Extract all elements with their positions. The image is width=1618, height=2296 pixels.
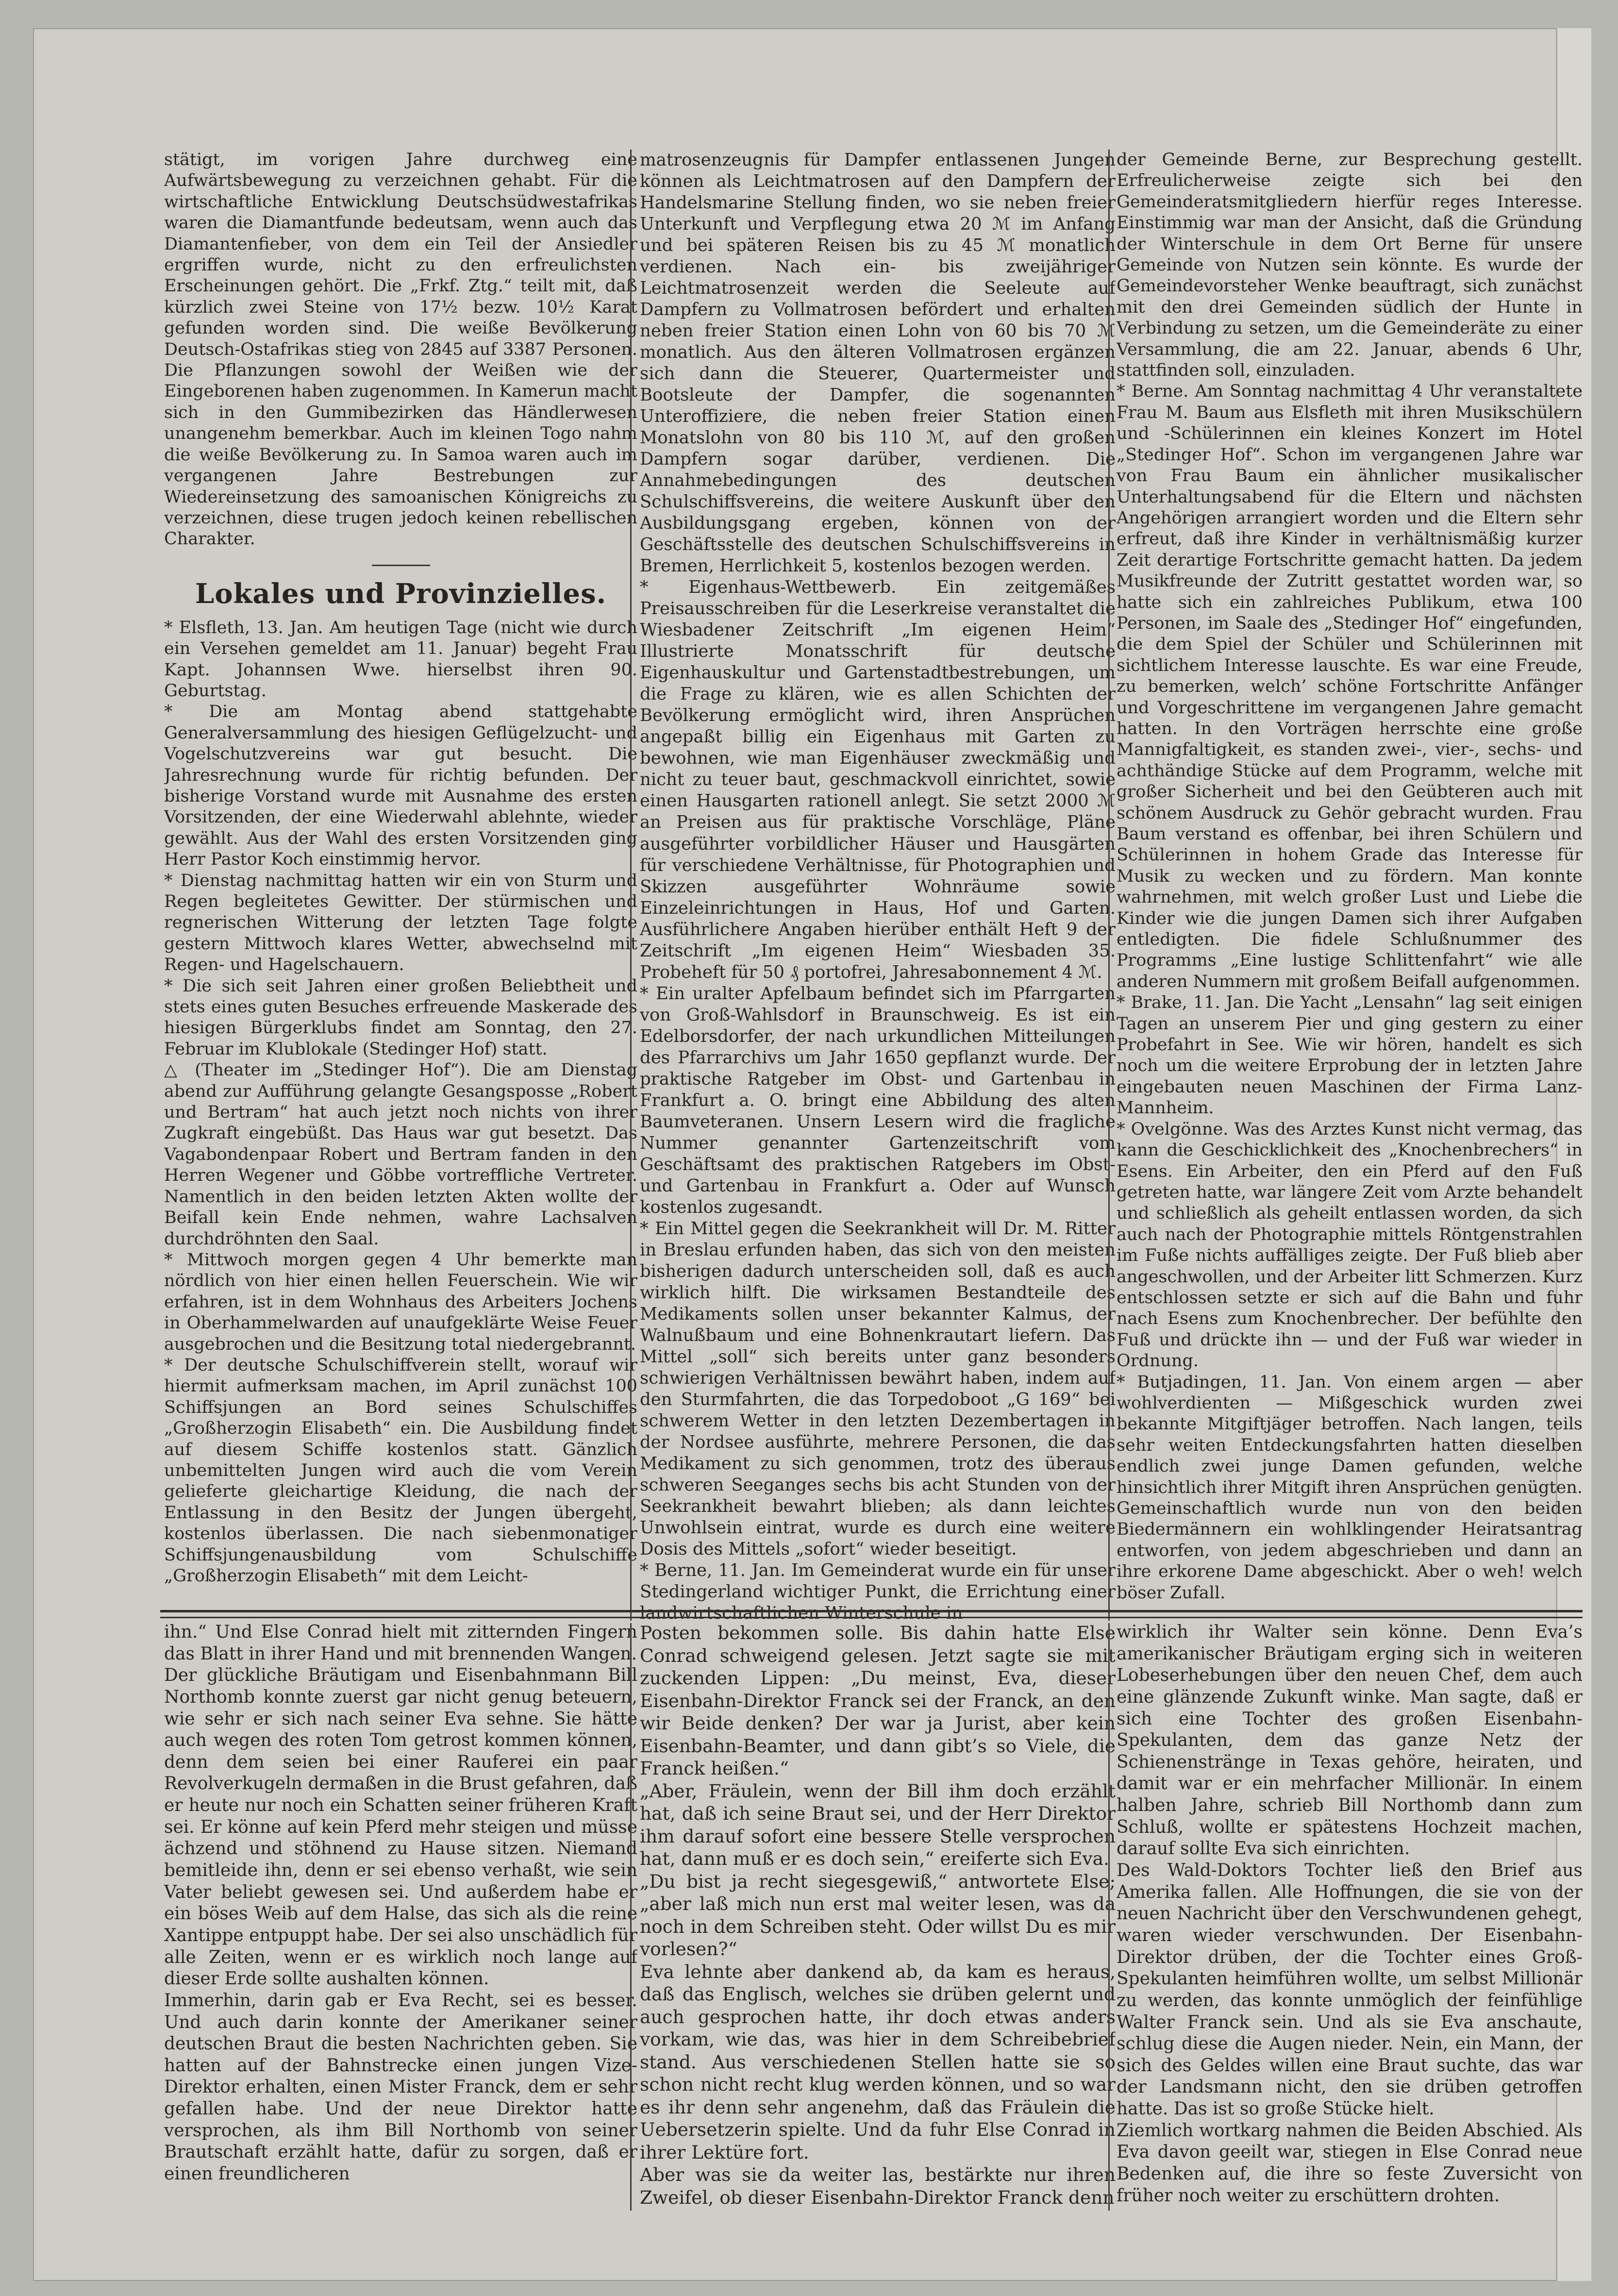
upper-column-2 [640,150,1116,1626]
news-item: * Die sich seit Jahren einer großen Beliebtheit und stets eines guten Besuches erfreuende Maskerade des hiesigen Bürgerklubs findet am Sonntag, den 27. Februar im Klublokale (Stedinger Hof) statt. [164,976,637,1059]
feuilleton-divider [160,1610,1583,1612]
novel-paragraph: Aber was sie da weiter las, bestärkte nur ihren Zweifel, ob dieser Eisenbahn-Direktor Franck denn [640,2164,1116,2208]
news-item: * Mittwoch morgen gegen 4 Uhr bemerkte man nördlich von hier einen hellen Feuerschein. Wie wir erfahren, ist in dem Wohnhaus des Arbeiters Jochens in Oberhammelwarden auf unaufgeklärte Weise Feuer ausgebrochen und die Besitzung total niedergebrannt. [164,1250,637,1354]
news-item: * Eigenhaus-Wettbewerb. Ein zeitgemäßes Preisausschreiben für die Leserkreise veranstaltet die Wiesbadener Zeitschrift „Im eigenen Heim“ Illustrierte Monatsschrift für deutsche Eigenhauskultur und Gartenstadtbestrebungen, um die Frage zu klären, wie es allen Schichten der Bevölkerung ermöglicht wird, ihren Ansprüchen angepaßt billig ein Eigenhaus mit Garten zu bewohnen, wie man Eigenhäuser zweckmäßig und nicht zu teuer baut, geschmackvoll einrichtet, sowie einen Hausgarten rationell anlegt. Sie setzt 2000 ℳ an Preisen aus für praktische Vorschläge, Pläne ausgeführter vorbildlicher Häuser und Hausgärten für verschiedene Verhältnisse, für Photographien und Skizzen ausgeführter Wohnräume sowie Einzeleinrichtungen in Haus, Hof und Garten. Ausführlichere Angaben hierüber enthält Heft 9 der Zeitschrift „Im eigenen Heim“ Wiesbaden 35. Probeheft für 50 ₰ portofrei, Jahresabonnement 4 ℳ. [640,577,1116,982]
news-item: * Berne. Am Sonntag nachmittag 4 Uhr veranstaltete Frau M. Baum aus Elsfleth mit ihren Musikschülern und -Schülerinnen ein kleines Konzert im Hotel „Stedinger Hof“. Schon im vergangenen Jahre war von Frau Baum ein ähnlicher musikalischer Unterhaltungsabend für die Eltern und nächsten Angehörigen arrangiert worden und die Eltern sehr erfreut, daß ihre Kinder in verhältnismäßig kurzer Zeit derartige Fortschritte gemacht hatten. Da jedem Musikfreunde der Zutritt gestattet worden war, so hatte sich ein zahlreiches Publikum, etwa 100 Personen, im Saale des „Stedinger Hof“ eingefunden, die dem Spiel der Schüler und Schülerinnen mit sichtlichem Interesse lauschte. Es war eine Freude, zu bemerken, welch’ schöne Fortschritte Anfänger und Vorgeschrittene im vergangenen Jahre gemacht hatten. In den Vorträgen herrschte eine große Mannigfaltigkeit, es standen zwei-, vier-, sechs- und achthändige Stücke auf dem Programm, welche mit großer Sicherheit und bei den Geübteren auch mit schönem Ausdruck zu Gehör gebracht wurden. Frau Baum verstand es offenbar, bei ihren Schülern und Schülerinnen in hohem Grade das Interesse für Musik zu wecken und zu fördern. Man konnte wahrnehmen, mit welch großer Lust und Liebe die Kinder wie die jungen Damen sich ihrer Aufgaben entledigten. Die fidele Schlußnummer des Programms „Eine lustige Schlittenfahrt“ wie alle anderen Nummern mit großem Beifall aufgenommen. [1117,382,1583,991]
article-colonies: stätigt, im vorigen Jahre durchweg eine Aufwärtsbewegung zu verzeichnen gehabt. Für die wirtschaftliche Entwicklung Deutschsüdwestafrikas waren die Diamantfunde bedeutsam, wenn auch das Diamantenfieber, von dem ein Teil der Ansiedler ergriffen wurde, nicht zu den erfreulichsten Erscheinungen gehört. Die „Frkf. Ztg.“ teilt mit, daß kürzlich zwei Steine von 17½ bezw. 10½ Karat gefunden worden sind. Die weiße Bevölkerung Deutsch-Ostafrikas stieg von 2845 auf 3387 Personen. Die Pflanzungen sowohl der Weißen wie der Eingeborenen haben zugenommen. In Kamerun macht sich in den Gummibezirken das Händlerwesen unangenehm bemerkbar. Auch im kleinen Togo nahm die weiße Bevölkerung zu. In Samoa waren auch im vergangenen Jahre Bestrebungen zur Wiedereinsetzung des samoanischen Königreichs zu verzeichnen, diese trugen jedoch keinen rebellischen Charakter. [164,150,637,549]
news-item: * Ein uralter Apfelbaum befindet sich im Pfarrgarten von Groß-Wahlsdorf in Braunschweig. Es ist ein Edelborsdorfer, der nach urkundlichen Mitteilungen des Pfarrarchivs um Jahr 1650 gepflanzt wurde. Der praktische Ratgeber im Obst- und Gartenbau in Frankfurt a. O. bringt eine Abbildung des alten Baumveteranen. Unsern Lesern wird die fragliche Nummer genannter Gartenzeitschrift vom Geschäftsamt des praktischen Ratgebers im Obst- und Gartenbau in Frankfurt a. Oder auf Wunsch kostenlos zugesandt. [640,983,1116,1217]
news-item: der Gemeinde Berne, zur Besprechung gestellt. Erfreulicherweise zeigte sich bei den Gemeinderatsmitgliedern hierfür reges Interesse. Einstimmig war man der Ansicht, daß die Gründung der Winterschule in dem Ort Berne für unsere Gemeinde von Nutzen sein könnte. Es wurde der Gemeindevorsteher Wenke beauftragt, sich zunächst mit den drei Gemeinden südlich der Hunte in Verbindung zu setzen, um die Gemeinderäte zu einer Versammlung, die am 22. Januar, abends 6 Uhr, stattfinden soll, einzuladen. [1117,150,1583,381]
column-rule [1108,150,1110,1621]
novel-paragraph: Posten bekommen solle. Bis dahin hatte Else Conrad schweigend gelesen. Jetzt sagte sie mit zuckenden Lippen: „Du meinst, Eva, dieser Eisenbahn-Direktor Franck sei der Franck, an den wir Beide denken? Der war ja Jurist, aber kein Eisenbahn-Beamter, und dann gibt’s so Viele, die Franck heißen.“ [640,1622,1116,1779]
novel-paragraph: „Aber, Fräulein, wenn der Bill ihm doch erzählt hat, daß ich seine Braut sei, und der Herr Direktor ihm darauf sofort eine bessere Stelle versprochen hat, dann muß er es doch sein,“ ereiferte sich Eva. [640,1780,1116,1869]
news-item: * Der deutsche Schulschiffverein stellt, worauf wir hiermit aufmerksam machen, im April zunächst 100 Schiffsjungen an Bord seines Schulschiffes „Großherzogin Elisabeth“ ein. Die Ausbildung findet auf diesem Schiffe kostenlos statt. Gänzlich unbemittelten Jungen wird auch die vom Verein gelieferte gleichartige Kleidung, die nach der Entlassung in den Besitz der Jungen übergeht, kostenlos überlassen. Die nach siebenmonatiger Schiffsjungenausbildung vom Schulschiffe „Großherzogin Elisabeth“ mit dem Leicht- [164,1355,637,1586]
novel-paragraph: „Du bist ja recht siegesgewiß,“ antwortete Else; „aber laß mich nun erst mal weiter lesen, was da noch in dem Schreiben steht. Oder willst Du es mir vorlesen?“ [640,1870,1116,1960]
news-item: * Butjadingen, 11. Jan. Von einem argen — aber wohlverdienten — Mißgeschick wurden zwei bekannte Mitgiftjäger betroffen. Nach langen, teils sehr weiten Entdeckungsfahrten hatten dieselben endlich zwei junge Damen gefunden, welche hinsichtlich ihrer Mitgift ihren Ansprüchen genügten. Gemeinschaftlich wurde nun von den beiden Biedermännern ein wohlklingender Heiratsantrag entworfen, von jedem abgeschrieben und dann an ihre erkorene Dame abgeschickt. Aber o weh! welch böser Zufall. [1117,1372,1583,1603]
column-rule [1108,1623,1110,2211]
novel-paragraph: ihn.“ Und Else Conrad hielt mit zitternden Fingern das Blatt in ihrer Hand und mit brennenden Wangen. [164,1622,637,1664]
news-item: * Ovelgönne. Was des Arztes Kunst nicht vermag, das kann die Geschicklichkeit des „Knochenbrechers“ in Esens. Ein Arbeiter, den ein Pferd auf den Fuß getreten hatte, war längere Zeit vom Arzte behandelt und schließlich als geheilt entlassen worden, da sich auch nach der Photographie mittels Röntgenstrahlen im Fuße nichts auffälliges zeigte. Der Fuß blieb aber angeschwollen, und der Arbeiter litt Schmerzen. Kurz entschlossen setzte er sich auf die Bahn und fuhr nach Esens zum Knochenbrecher. Der befühlte den Fuß und drückte ihn — und der Fuß war wieder in Ordnung. [1117,1119,1583,1371]
section-divider [372,565,430,566]
news-item: △ (Theater im „Stedinger Hof“). Die am Dienstag abend zur Aufführung gelangte Gesangsposse „Robert und Bertram“ hat auch jetzt noch nichts von ihrer Zugkraft eingebüßt. Das Haus war gut besetzt. Das Vagabondenpaar Robert und Bertram fanden in den Herren Wegener und Göbbe vortreffliche Vertreter. Namentlich in den beiden letzten Akten wollte der Beifall kein Ende nehmen, wahre Lachsalven durchdröhnten den Saal. [164,1060,637,1249]
section-heading: Lokales und Provinzielles. [195,577,607,610]
novel-paragraph: Der glückliche Bräutigam und Eisenbahnmann Bill Northomb konnte zuerst gar nicht genug beteuern, wie sehr er sich nach seiner Eva sehne. Sie hätte auch wegen des roten Tom getrost kommen können, denn dem seien bei einer Rauferei ein paar Revolverkugeln dermaßen in die Brust gefahren, daß er heute nur noch ein Schatten seiner früheren Kraft sei. Er könne auf kein Pferd mehr steigen und müsse ächzend und stöhnend zu Hause sitzen. Niemand bemitleide ihn, denn er sei ebenso verhaßt, wie sein Vater beliebt gewesen sei. Und außerdem habe er ein böses Weib auf dem Halse, das sich als die reine Xantippe entpuppt habe. Der sei also unschädlich für alle Zeiten, wenn er es wirklich noch lange auf dieser Erde sollte aushalten können. [164,1665,637,1989]
upper-column-3 [1117,150,1583,1626]
novel-paragraph: Eva lehnte aber dankend ab, da kam es heraus, daß das Englisch, welches sie drüben gelernt und auch gesprochen hatte, ihr doch etwas anders vorkam, wie das, was hier in dem Schreibebrief stand. Aus verschiedenen Stellen hatte sie so schon nicht recht klug werden können, und so war es ihr denn sehr angenehm, daß das Fräulein die Uebersetzerin spielte. Und da fuhr Else Conrad in ihrer Lektüre fort. [640,1961,1116,2163]
news-item: * Brake, 11. Jan. Die Yacht „Lensahn“ lag seit einigen Tagen an unserem Pier und ging gestern zu einer Probefahrt in See. Wie wir hören, handelt es sich noch um die weitere Erprobung der in letzten Jahre eingebauten neuen Maschinen der Firma Lanz-Mannheim. [1117,993,1583,1118]
column-rule [630,150,632,1621]
news-item: * Berne, 11. Jan. Im Gemeinderat wurde ein für unser Stedingerland wichtiger Punkt, die Errichtung einer landwirtschaftlichen Winterschule in [640,1560,1116,1624]
newspaper-page [33,28,1591,2281]
feuilleton-divider-thin [160,1617,1583,1618]
news-item: * Dienstag nachmittag hatten wir ein von Sturm und Regen begleitetes Gewitter. Der stürmischen und regnerischen Witterung der letzten Tage folgte gestern Mittwoch klares Wetter, abwechselnd mit Regen- und Hagelschauern. [164,871,637,975]
novel-paragraph: Des Wald-Doktors Tochter ließ den Brief aus Amerika fallen. Alle Hoffnungen, die sie von der neuen Nachricht über den Verschwundenen gehegt, waren wieder verschwunden. Der Eisenbahn-Direktor drüben, der die Tochter eines Groß-Spekulanten heimführen wollte, um selbst Millionär zu werden, das konnte unmöglich der feinfühlige Walter Franck sein. Und als sie Eva anschaute, schlug diese die Augen nieder. Nein, ein Mann, der sich des Geldes willen eine Braut suchte, das war der Landsmann nicht, den sie drüben getroffen hatte. Das ist so große Stücke hielt. [1117,1860,1583,2119]
novel-paragraph: Immerhin, darin gab er Eva Recht, sei es besser. Und auch darin konnte der Amerikaner seiner deutschen Braut die besten Nachrichten geben. Sie hatten auf der Bahnstrecke einen jungen Vize-Direktor erhalten, einen Mister Franck, dem er sehr gefallen habe. Und der neue Direktor hatte versprochen, als ihm Bill Northomb von seiner Brautschaft erzählt hatte, dafür zu sorgen, daß er einen freundlicheren [164,1990,637,2184]
lower-column-3 [1117,1622,1583,2214]
news-item: * Ein Mittel gegen die Seekrankheit will Dr. M. Ritter in Breslau erfunden haben, das sich von den meisten bisherigen dadurch unterscheiden soll, daß es auch wirklich hilft. Die wirksamen Bestandteile des Medikaments sollen unser bekannter Kalmus, der Walnußbaum und eine Bohnenkrautart liefern. Das Mittel „soll“ sich bereits unter ganz besonders schwierigen Verhältnissen bewährt haben, indem auf den Sturmfahrten, die das Torpedoboot „G 169“ bei schwerem Wetter in den letzten Dezembertagen in der Nordsee ausführte, mehrere Personen, die das Medikament zu sich genommen, trotz des überaus schweren Seeganges sechs bis acht Stunden von der Seekrankheit bewahrt blieben; als dann leichtes Unwohlsein eintrat, wurde es durch eine weitere Dosis des Mittels „sofort“ wieder beseitigt. [640,1218,1116,1559]
novel-paragraph: Ziemlich wortkarg nahmen die Beiden Abschied. Als Eva davon geeilt war, stiegen in Else Conrad neue Bedenken auf, die ihre so feste Zuversicht von früher noch weiter zu erschüttern drohten. [1117,2120,1583,2206]
news-item: * Die am Montag abend stattgehabte Generalversammlung des hiesigen Geflügelzucht- und Vogelschutzvereins war gut besucht. Die Jahresrechnung wurde für richtig befunden. Der bisherige Vorstand wurde mit Ausnahme des ersten Vorsitzenden, der eine Wiederwahl ablehnte, wieder gewählt. Aus der Wahl des ersten Vorsitzenden ging Herr Pastor Koch einstimmig hervor. [164,702,637,870]
news-item: matrosenzeugnis für Dampfer entlassenen Jungen können als Leichtmatrosen auf den Dampfern der Handelsmarine Stellung finden, wo sie neben freier Unterkunft und Verpflegung etwa 20 ℳ im Anfang und bei späteren Reisen bis zu 45 ℳ monatlich verdienen. Nach ein- bis zweijähriger Leichtmatrosenzeit werden die Seeleute auf Dampfern zu Vollmatrosen befördert und erhalten neben freier Station einen Lohn von 60 bis 70 ℳ monatlich. Aus den älteren Vollmatrosen ergänzen sich dann die Steuerer, Quartermeister und Bootsleute der Dampfer, die sogenannten Unteroffiziere, die neben freier Station einen Monatslohn von 80 bis 110 ℳ, auf den großen Dampfern sogar darüber, verdienen. Die Annahmebedingungen des deutschen Schulschiffsvereins, die weitere Auskunft über den Ausbildungsgang ergeben, können von der Geschäftsstelle des deutschen Schulschiffsvereins in Bremen, Herrlichkeit 5, kostenlos bezogen werden. [640,150,1116,576]
lower-column-1 [164,1622,637,2214]
column-rule [630,1623,632,2211]
news-item: * Elsfleth, 13. Jan. Am heutigen Tage (nicht wie durch ein Versehen gemeldet am 11. Januar) begeht Frau Kapt. Johannsen Wwe. hierselbst ihren 90. Geburtstag. [164,618,637,701]
upper-column-1 [164,150,637,1626]
lower-column-2 [640,1622,1116,2214]
novel-paragraph: wirklich ihr Walter sein könne. Denn Eva’s amerikanischer Bräutigam erging sich in weiteren Lobeserhebungen über den neuen Chef, dem auch eine glänzende Zukunft winke. Man sagte, daß er sich eine Tochter des großen Eisenbahn-Spekulanten, dem das ganze Netz der Schienenstränge in Texas gehöre, heiraten, und damit war er ein mehrfacher Millionär. In einem halben Jahre, schrieb Bill Northomb dann zum Schluß, wollte er spätestens Hochzeit machen, darauf sollte Eva sich einrichten. [1117,1622,1583,1859]
